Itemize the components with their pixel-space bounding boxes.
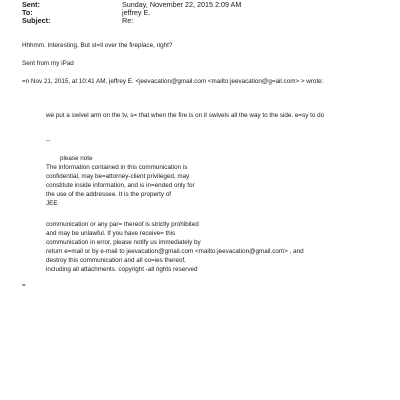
- to-label: To:: [22, 8, 33, 17]
- subject-value: Re:: [122, 16, 134, 25]
- disclaimer-line: and may be unlawful. If you have receive= this: [46, 230, 176, 237]
- subject-label: Subject:: [22, 16, 51, 25]
- reply-line: Hhhmm. Interesting. But st=ll over the fireplace, right?: [22, 42, 173, 49]
- disclaimer-line: JEE: [46, 200, 58, 207]
- sent-label: Sent:: [22, 0, 40, 9]
- quoted-message: we put a swivel arm on the tv, s= that when the fire is on it swivels all the way to the side. e=sy to do: [46, 112, 325, 119]
- disclaimer-line: including all attachments. copyright -all rights reserved: [46, 266, 198, 273]
- disclaimer-line: communication or any par= thereof is strictly prohibited: [46, 221, 199, 228]
- disclaimer-line: constitute inside information, and is in=ended only for: [46, 182, 195, 189]
- sent-value: Sunday, November 22, 2015 2:09 AM: [122, 0, 242, 9]
- signature: Sent from my iPad: [22, 60, 74, 67]
- quote-intro: =n Nov 21, 2015, at 10:41 AM, jeffrey E. <jeevacation@gmail.com <mailto:jeevacation@g=ail.com> > wrote:: [22, 78, 324, 85]
- disclaimer-line: The information contained in this communication is: [46, 164, 188, 171]
- disclaimer-line: communication in error, please notify us immediately by: [46, 239, 201, 246]
- disclaimer-line: the use of the addressee. It is the property of: [46, 191, 171, 198]
- disclaimer-line: return e=mail or by e-mail to jeevacation@gmail.com <mailto:jeevacation@gmail.com> , and: [46, 248, 304, 255]
- trailing-mark: =: [22, 282, 26, 289]
- separator: --: [46, 137, 51, 144]
- disclaimer-line: destroy this communication and all co=ies thereof,: [46, 257, 186, 264]
- disclaimer-line: confidential, may be=attorney-client privileged, may: [46, 173, 190, 180]
- to-value: jeffrey E.: [122, 8, 151, 17]
- disclaimer-line: please note: [60, 155, 93, 162]
